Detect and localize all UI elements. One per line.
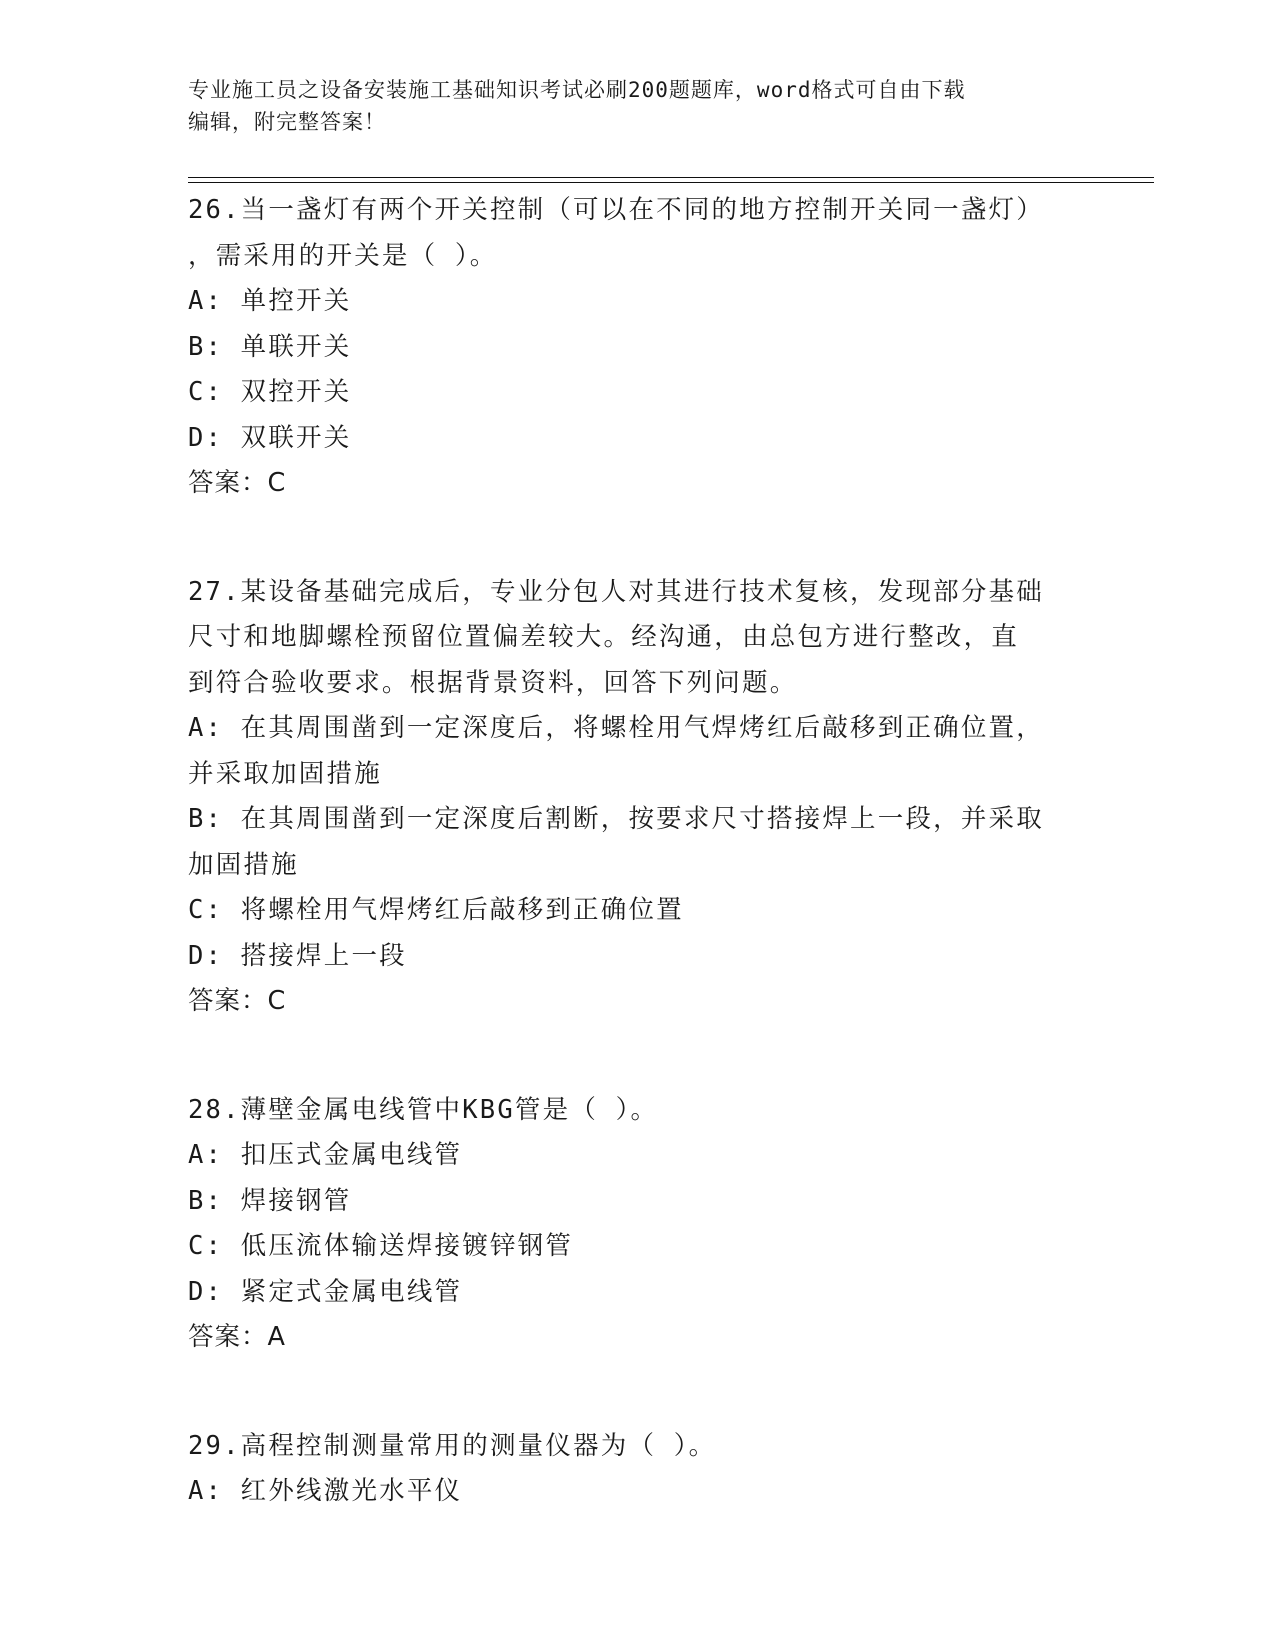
option-a: A: 在其周围凿到一定深度后，将螺栓用气焊烤红后敲移到正确位置， <box>188 713 1044 743</box>
question-stem-line: 27.某设备基础完成后，专业分包人对其进行技术复核，发现部分基础 <box>188 576 1044 607</box>
option-c: C: 双控开关 <box>188 377 352 407</box>
question-28 <box>188 1088 1088 1361</box>
header-line-2: 编辑，附完整答案！ <box>188 110 386 134</box>
option-d: D: 搭接焊上一段 <box>188 940 407 971</box>
option-a-continued: 并采取加固措施 <box>188 758 382 789</box>
option-b: B: 单联开关 <box>188 331 352 362</box>
option-a: A: 红外线激光水平仪 <box>188 1476 463 1506</box>
document-header <box>188 74 1088 138</box>
question-stem-line: ，需采用的开关是（ ）。 <box>188 240 498 271</box>
option-b: B: 焊接钢管 <box>188 1185 352 1216</box>
option-c: C: 将螺栓用气焊烤红后敲移到正确位置 <box>188 895 684 925</box>
answer-line: 答案：A <box>188 1322 286 1352</box>
question-29 <box>188 1424 1088 1515</box>
option-a: A: 扣压式金属电线管 <box>188 1140 463 1170</box>
option-d: D: 紧定式金属电线管 <box>188 1276 463 1307</box>
option-a: A: 单控开关 <box>188 286 352 316</box>
answer-line: 答案：C <box>188 986 287 1016</box>
question-27 <box>188 570 1088 1025</box>
header-divider-bottom <box>188 182 1154 183</box>
header-line-1: 专业施工员之设备安装施工基础知识考试必刷200题题库，word格式可自由下载 <box>188 78 966 102</box>
question-stem-line: 26.当一盏灯有两个开关控制（可以在不同的地方控制开关同一盏灯） <box>188 195 1044 225</box>
option-c: C: 低压流体输送焊接镀锌钢管 <box>188 1231 574 1261</box>
question-stem-line: 到符合验收要求。根据背景资料，回答下列问题。 <box>188 667 798 698</box>
question-stem-line: 29.高程控制测量常用的测量仪器为（ ）。 <box>188 1430 717 1461</box>
question-stem-line: 28.薄壁金属电线管中KBG管是（ ）。 <box>188 1094 659 1125</box>
option-b: B: 在其周围凿到一定深度后割断，按要求尺寸搭接焊上一段，并采取 <box>188 804 1044 834</box>
header-divider-top <box>188 177 1154 178</box>
question-stem-line: 尺寸和地脚螺栓预留位置偏差较大。经沟通，由总包方进行整改，直 <box>188 622 1020 652</box>
option-d: D: 双联开关 <box>188 422 352 453</box>
question-list <box>188 188 1088 1578</box>
option-b-continued: 加固措施 <box>188 849 299 880</box>
question-26 <box>188 188 1088 507</box>
answer-line: 答案：C <box>188 468 287 498</box>
